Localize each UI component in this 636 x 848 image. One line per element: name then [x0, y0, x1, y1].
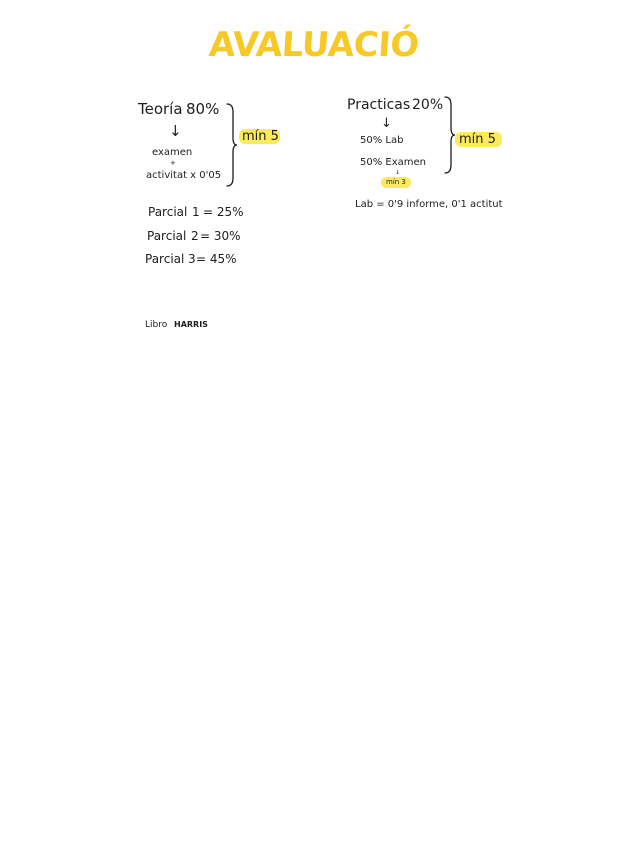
practicas-min3: mín 3 [386, 178, 406, 186]
parcial-3-weight: = 45% [196, 252, 237, 266]
practicas-examen: 50% Examen [360, 157, 427, 168]
book-label: Libro [145, 320, 168, 330]
teoria-heading: Teoría [138, 100, 183, 118]
teoria-plus: + [170, 159, 176, 167]
parcial-1-name: Parcial [148, 205, 188, 219]
parcial-2-weight: = 30% [200, 229, 241, 243]
book-author: HARRIS [174, 320, 208, 329]
parcial-2-num: 2 [191, 229, 199, 243]
page-title: AVALUACIÓ [207, 25, 421, 65]
teoria-arrow-icon: ↓ [169, 122, 182, 140]
practicas-percent: 20% [412, 97, 444, 113]
practicas-lab-note: Lab = 0'9 informe, 0'1 actitut [355, 199, 503, 210]
teoria-examen: examen [152, 147, 193, 158]
teoria-brace-icon [226, 102, 238, 188]
practicas-brace-icon [444, 95, 456, 175]
parcial-1-num: 1 [192, 205, 200, 219]
parcial-1-weight: = 25% [203, 205, 244, 219]
teoria-activitat: activitat x 0'05 [146, 170, 222, 181]
parcial-2-name: Parcial [147, 229, 187, 243]
parcial-3-num: 3 [188, 252, 196, 266]
parcial-3-name: Parcial [145, 252, 185, 266]
practicas-heading: Practicas [347, 97, 411, 113]
teoria-percent: 80% [186, 100, 220, 118]
practicas-lab: 50% Lab [360, 135, 404, 146]
practicas-arrow-icon: ↓ [381, 116, 392, 131]
teoria-min: mín 5 [242, 129, 279, 144]
practicas-small-arrow-icon: ↓ [395, 169, 401, 176]
practicas-min: mín 5 [459, 132, 496, 147]
